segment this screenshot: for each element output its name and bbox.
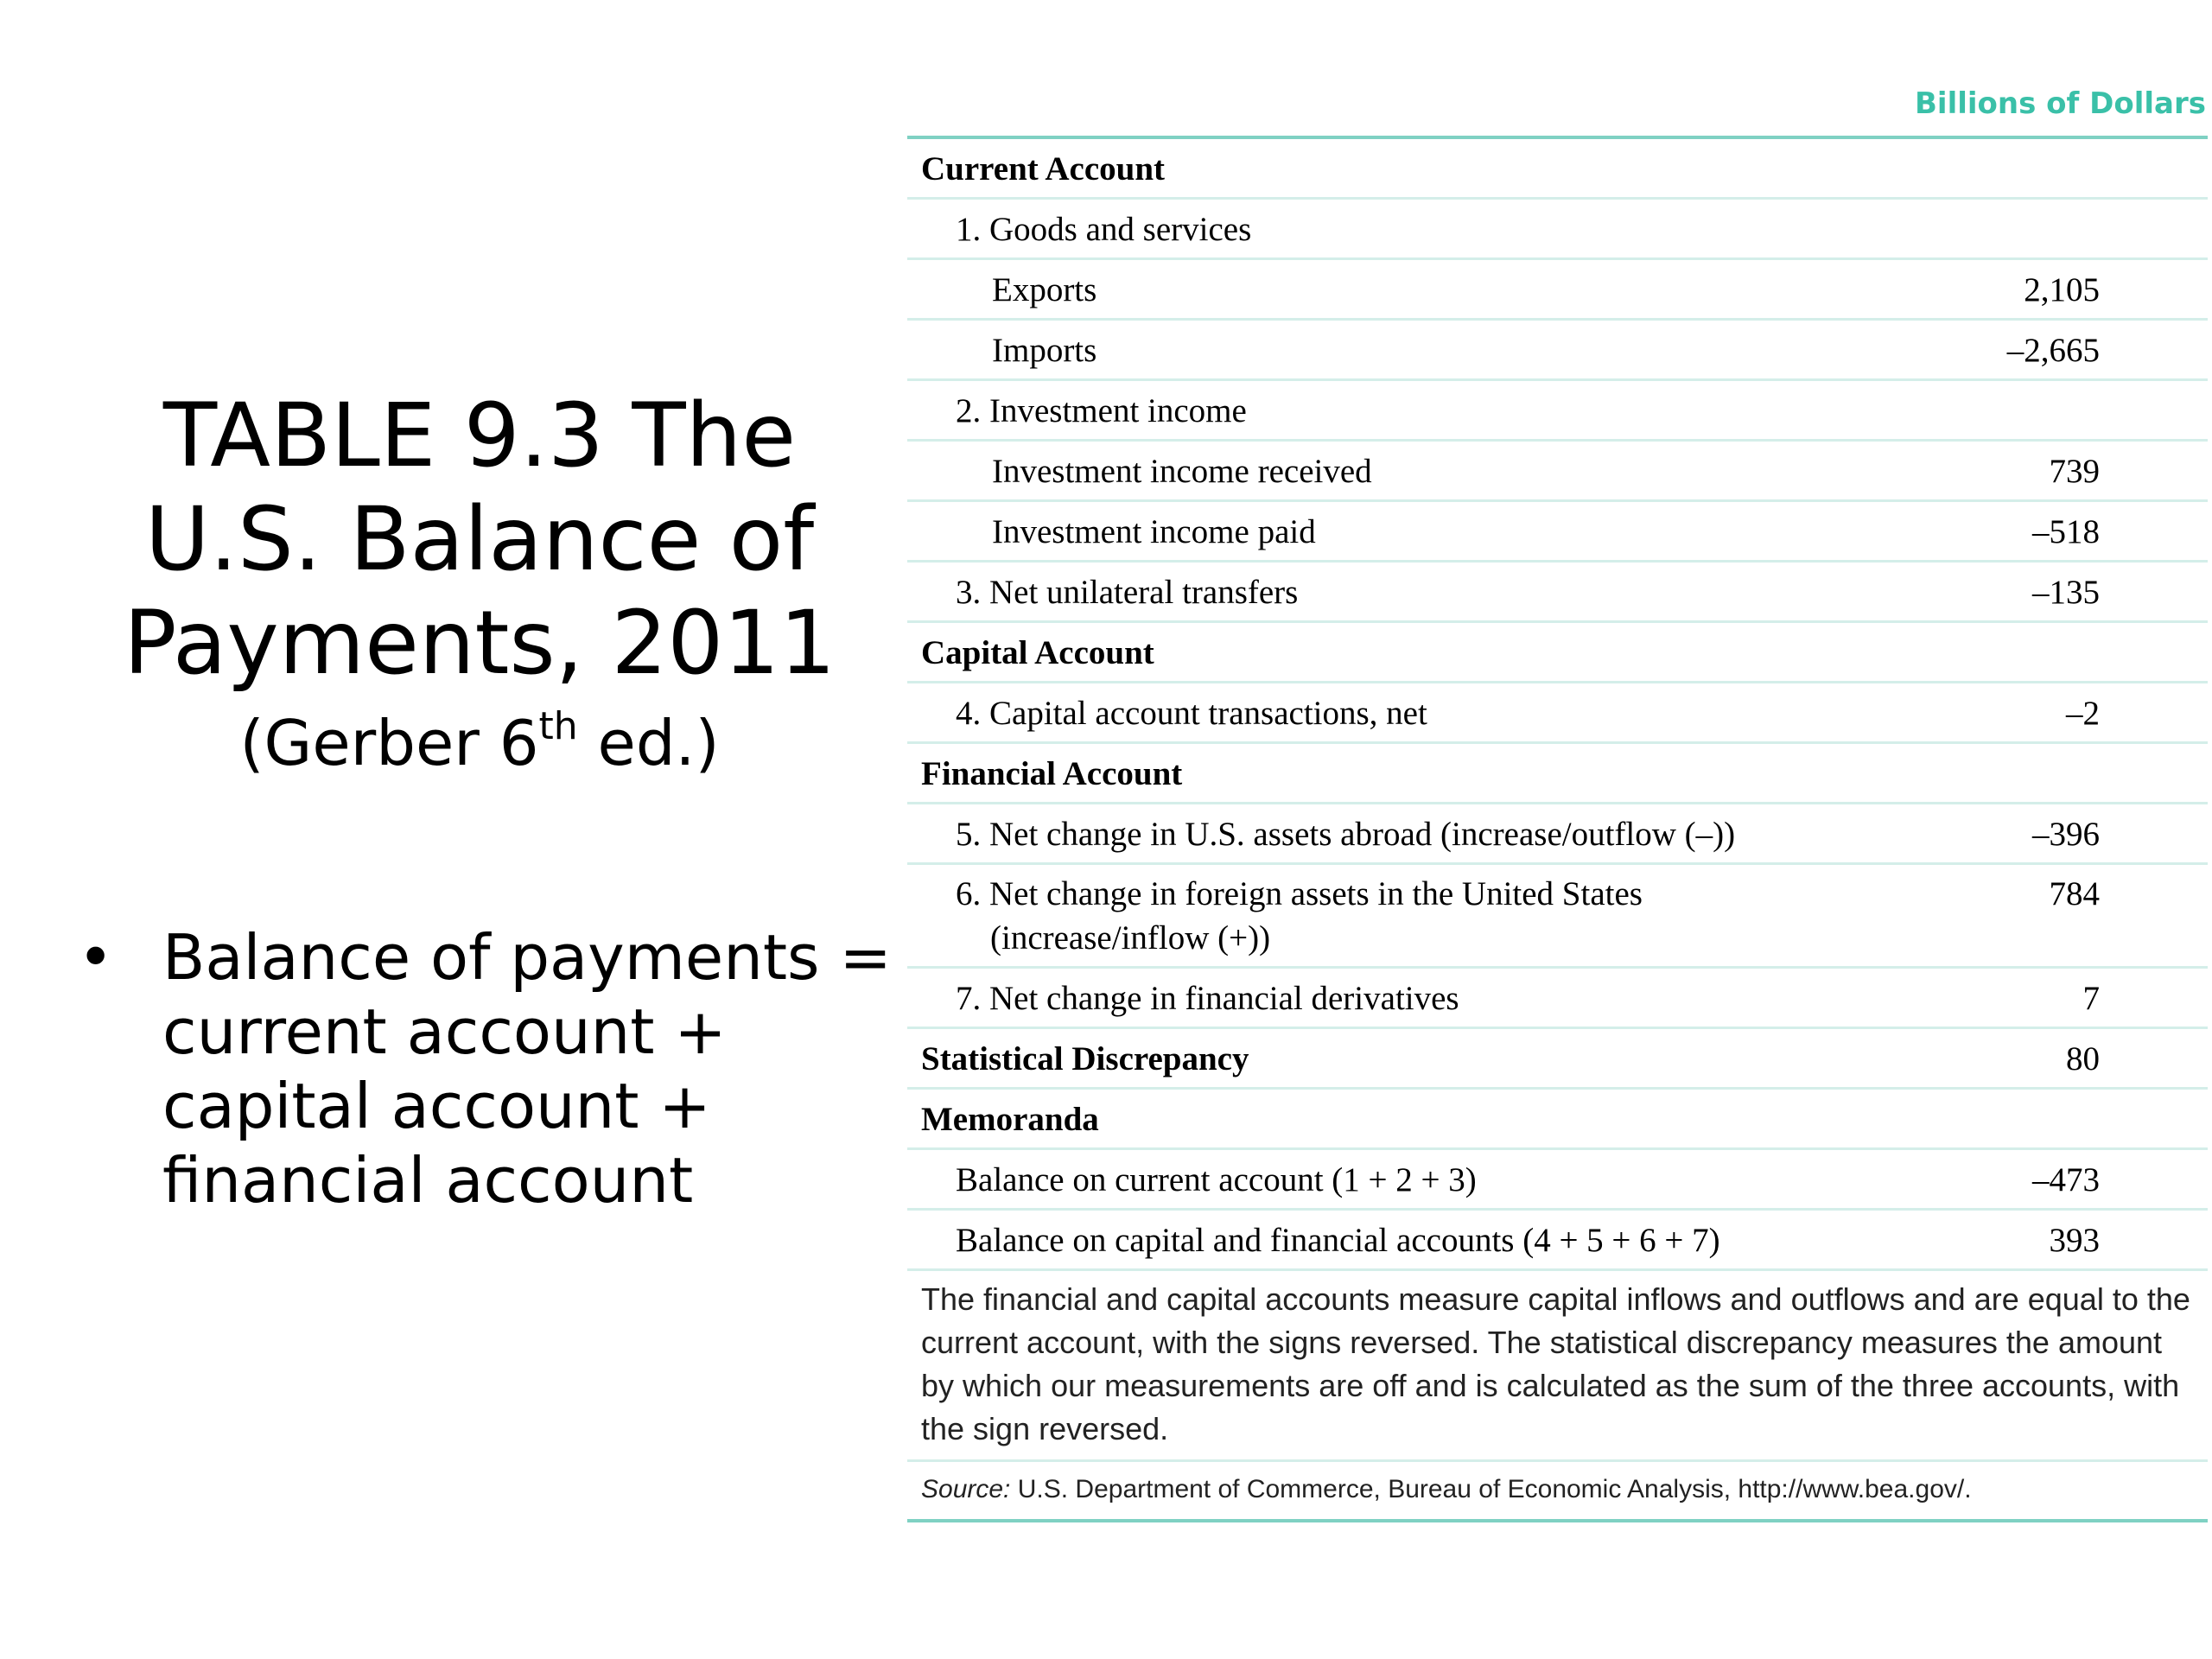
- subtitle-prefix: (Gerber 6: [239, 707, 539, 779]
- row-label: Exports: [992, 271, 1097, 308]
- section-heading-financial-account: Financial Account: [921, 755, 1183, 792]
- subtitle-superscript: th: [538, 704, 578, 748]
- row-label: 1. Goods and services: [956, 211, 1252, 248]
- table-row: [907, 1211, 2208, 1271]
- row-label: 2. Investment income: [956, 392, 1247, 429]
- bullet-line: current account +: [162, 995, 727, 1068]
- row-label: [956, 872, 1643, 960]
- source-text: U.S. Department of Commerce, Bureau of Economic Analysis, http://www.bea.gov/.: [1010, 1475, 1972, 1503]
- row-value: –396: [2032, 816, 2100, 853]
- table-row: [907, 442, 2208, 502]
- table-row: [907, 804, 2208, 865]
- row-value: 80: [2066, 1040, 2100, 1077]
- table-row: [907, 623, 2208, 683]
- table-row: [907, 139, 2208, 200]
- bullet-line: financial account: [162, 1144, 694, 1217]
- table-row: [907, 683, 2208, 744]
- row-label: 3. Net unilateral transfers: [956, 574, 1299, 611]
- title-line: TABLE 9.3 The: [162, 385, 797, 487]
- bullet-text: [162, 920, 906, 1217]
- table-row: [907, 1029, 2208, 1090]
- section-heading-capital-account: Capital Account: [921, 634, 1154, 671]
- title-subtitle: [78, 704, 881, 782]
- row-value: 784: [2049, 875, 2100, 912]
- title-line: U.S. Balance of: [144, 488, 815, 591]
- balance-of-payments-table: [907, 82, 2208, 1522]
- row-label-line: 6. Net change in foreign assets in the United States: [956, 875, 1643, 912]
- title-line: Payments, 2011: [123, 592, 836, 695]
- table-row: [907, 744, 2208, 804]
- table-row: [907, 321, 2208, 381]
- bullet-line: capital account +: [162, 1070, 711, 1142]
- table-row: [907, 1150, 2208, 1211]
- row-value: –2,665: [2006, 332, 2100, 369]
- row-label: Investment income received: [992, 453, 1372, 490]
- table-note: The financial and capital accounts measure capital inflows and outflows and are equal to the current account, with the signs reversed. The statistical discrepancy measures the amount by which our measurements are off and is calculated as the sum of the three accounts, with the sign reversed.: [907, 1271, 2208, 1462]
- section-heading-current-account: Current Account: [921, 150, 1166, 188]
- row-label: 4. Capital account transactions, net: [956, 695, 1427, 732]
- row-value: 2,105: [2024, 271, 2100, 308]
- bullet-marker: •: [78, 922, 114, 993]
- source-label: Source:: [921, 1475, 1011, 1503]
- slide-title: [78, 385, 881, 782]
- table-row: [907, 381, 2208, 442]
- table-row: [907, 865, 2208, 969]
- row-value: 7: [2082, 980, 2100, 1017]
- row-value: 393: [2049, 1222, 2100, 1259]
- table-row: [907, 502, 2208, 563]
- section-heading-statistical-discrepancy: Statistical Discrepancy: [921, 1040, 1249, 1077]
- table-source: [907, 1462, 2208, 1519]
- bullet-line: Balance of payments =: [162, 921, 892, 994]
- table-bottom-rule: [907, 1519, 2208, 1522]
- row-label: Investment income paid: [992, 513, 1316, 550]
- row-label: Balance on capital and financial accounts (4 + 5 + 6 + 7): [956, 1222, 1720, 1259]
- row-label: Imports: [992, 332, 1097, 369]
- row-value: 739: [2049, 453, 2100, 490]
- units-label: Billions of Dollars: [1915, 86, 2206, 121]
- row-label-continuation: (increase/inflow (+)): [990, 919, 1271, 957]
- row-label: 5. Net change in U.S. assets abroad (increase/outflow (–)): [956, 816, 1736, 853]
- row-label: 7. Net change in financial derivatives: [956, 980, 1459, 1017]
- table-row: [907, 200, 2208, 260]
- section-heading-memoranda: Memoranda: [921, 1101, 1099, 1138]
- row-value: –135: [2032, 574, 2100, 611]
- table-row: [907, 563, 2208, 623]
- table-row: [907, 1090, 2208, 1150]
- row-value: –518: [2032, 513, 2100, 550]
- table-row: [907, 969, 2208, 1029]
- row-label: Balance on current account (1 + 2 + 3): [956, 1161, 1477, 1198]
- row-value: –473: [2032, 1161, 2100, 1198]
- subtitle-suffix: ed.): [577, 707, 720, 779]
- row-value: –2: [2066, 695, 2100, 732]
- table-row: [907, 260, 2208, 321]
